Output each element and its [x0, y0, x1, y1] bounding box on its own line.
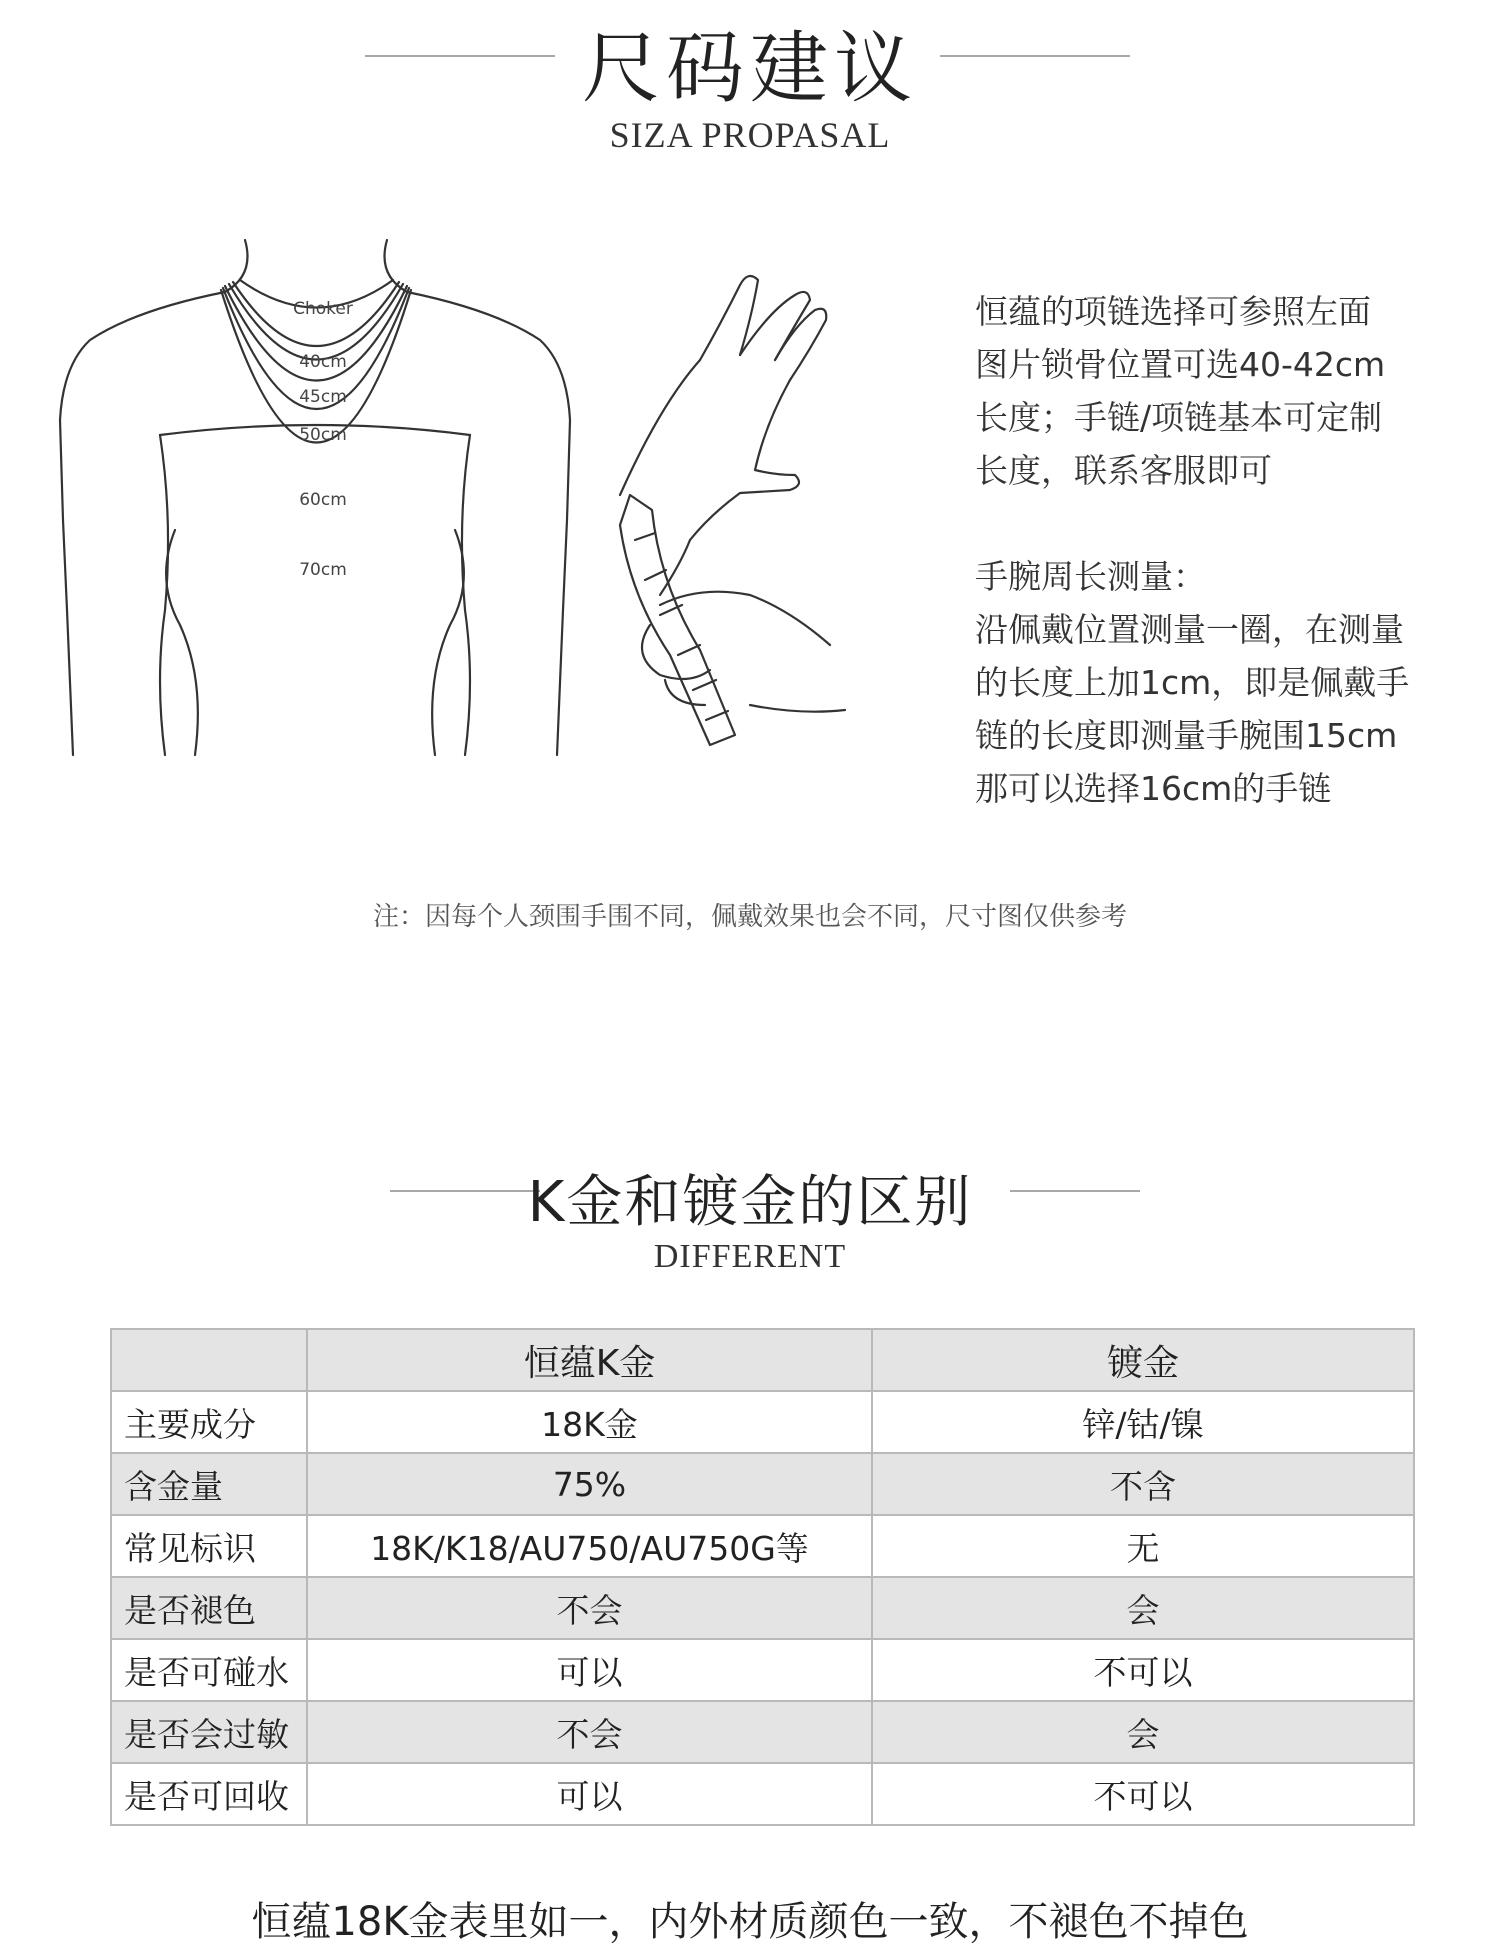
necklace-label-45: 45cm — [299, 387, 347, 407]
plated-value: 不可以 — [872, 1639, 1414, 1701]
table-row — [111, 1515, 1414, 1577]
k-gold-value: 不会 — [307, 1577, 872, 1639]
table-row — [111, 1639, 1414, 1701]
paragraph-line: 恒蕴的项链选择可参照左面 — [975, 292, 1371, 331]
paragraph-line: 长度；手链/项链基本可定制 — [975, 398, 1383, 437]
row-label: 是否褪色 — [111, 1577, 307, 1639]
comparison-table — [110, 1328, 1415, 1826]
size-section-title: 尺码建议 — [581, 24, 918, 114]
diff-section-subtitle: DIFFERENT — [653, 1238, 847, 1275]
paragraph-line: 图片锁骨位置可选40-42cm — [975, 345, 1386, 384]
k-gold-value: 不会 — [307, 1701, 872, 1763]
row-label: 是否可回收 — [111, 1763, 307, 1825]
paragraph-line: 长度，联系客服即可 — [975, 451, 1272, 490]
row-label: 含金量 — [111, 1453, 307, 1515]
plated-value: 会 — [872, 1701, 1414, 1763]
footer-caption: 恒蕴18K金表里如一，内外材质颜色一致，不褪色不掉色 — [251, 1899, 1249, 1945]
plated-value: 不可以 — [872, 1763, 1414, 1825]
paragraph-line: 的长度上加1cm，即是佩戴手 — [975, 663, 1410, 702]
paragraph-line: 链的长度即测量手腕围15cm — [975, 716, 1398, 755]
wrist-measure-illustration — [590, 265, 910, 765]
row-label: 常见标识 — [111, 1515, 307, 1577]
k-gold-value: 18K金 — [307, 1391, 872, 1453]
table-row — [111, 1391, 1414, 1453]
table-row — [111, 1763, 1414, 1825]
row-label: 主要成分 — [111, 1391, 307, 1453]
plated-value: 锌/钴/镍 — [872, 1391, 1414, 1453]
row-label: 是否可碰水 — [111, 1639, 307, 1701]
k-gold-value: 75% — [307, 1453, 872, 1515]
table-header-row — [111, 1329, 1414, 1391]
paragraph-line: 那可以选择16cm的手链 — [975, 769, 1332, 808]
necklace-label-choker: Choker — [293, 299, 353, 319]
wrist-measure-paragraph — [975, 550, 1475, 815]
k-gold-value: 可以 — [307, 1639, 872, 1701]
necklace-length-illustration — [55, 230, 615, 760]
plated-value: 不含 — [872, 1453, 1414, 1515]
plated-value: 无 — [872, 1515, 1414, 1577]
paragraph-line: 手腕周长测量： — [975, 557, 1206, 596]
table-row — [111, 1577, 1414, 1639]
necklace-label-50: 50cm — [299, 425, 347, 445]
table-header-plated-gold: 镀金 — [872, 1329, 1414, 1391]
necklace-advice-paragraph — [975, 285, 1475, 497]
paragraph-line: 沿佩戴位置测量一圈，在测量 — [975, 610, 1404, 649]
necklace-label-40: 40cm — [299, 352, 347, 372]
plated-value: 会 — [872, 1577, 1414, 1639]
k-gold-value: 可以 — [307, 1763, 872, 1825]
necklace-label-70: 70cm — [299, 560, 347, 580]
necklace-label-60: 60cm — [299, 490, 347, 510]
table-row — [111, 1701, 1414, 1763]
table-row — [111, 1453, 1414, 1515]
table-header-k-gold: 恒蕴K金 — [307, 1329, 872, 1391]
k-gold-value: 18K/K18/AU750/AU750G等 — [307, 1515, 872, 1577]
size-disclaimer-note: 注：因每个人颈围手围不同，佩戴效果也会不同，尺寸图仅供参考 — [372, 902, 1127, 932]
diff-section-title: K金和镀金的区别 — [527, 1170, 973, 1235]
row-label: 是否会过敏 — [111, 1701, 307, 1763]
size-section-subtitle: SIZA PROPASAL — [609, 115, 891, 155]
table-header-empty — [111, 1329, 307, 1391]
